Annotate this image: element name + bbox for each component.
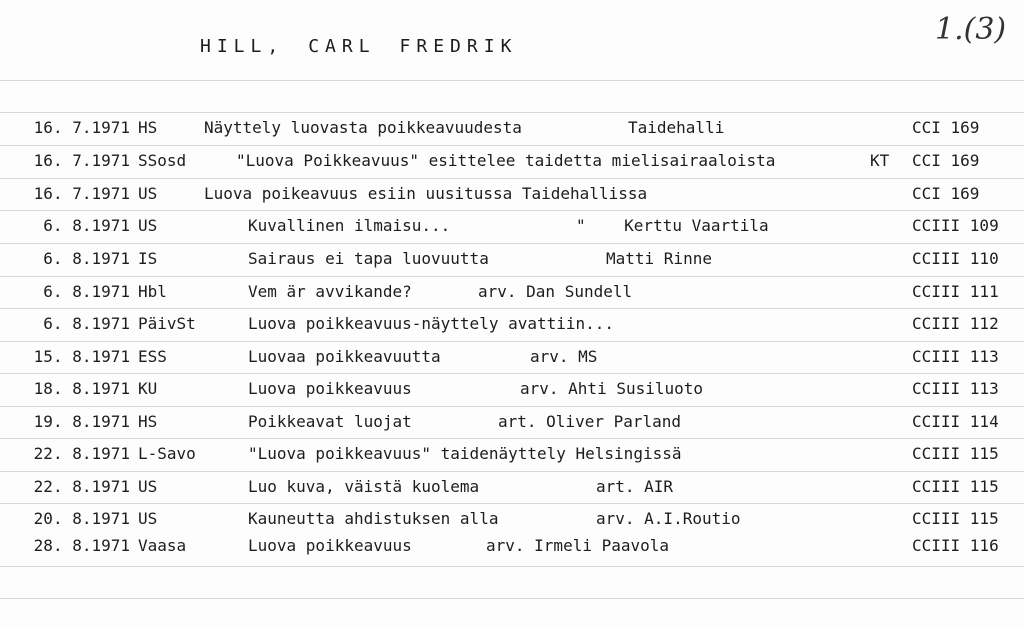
row-paper: US (138, 184, 158, 203)
row-title: Poikkeavat luojat (248, 412, 412, 431)
card-heading (200, 36, 541, 57)
row-divider (0, 598, 1024, 599)
row-date: 16. 7.1971 (33, 151, 130, 170)
row-title: Luova poikkeavuus-näyttely avattiin... (248, 314, 615, 333)
row-paper: IS (138, 249, 158, 268)
row-date: 18. 8.1971 (33, 379, 130, 398)
row-paper: US (138, 477, 158, 496)
row-paper: Hbl (138, 282, 167, 301)
table-row (0, 279, 1024, 305)
row-extra: Taidehalli (628, 118, 725, 137)
header-divider (0, 80, 1024, 81)
table-row (0, 344, 1024, 370)
row-date: 6. 8.1971 (43, 314, 130, 333)
row-title: Luova poikeavuus esiin uusitussa Taidehallissa (204, 184, 648, 203)
row-paper: US (138, 509, 158, 528)
row-title: Luovaa poikkeavuutta (248, 347, 441, 366)
row-title: Sairaus ei tapa luovuutta (248, 249, 489, 268)
row-title: "Luova poikkeavuus" taidenäyttely Helsingissä (248, 444, 682, 463)
row-extra: arv. Ahti Susiluoto (520, 379, 704, 398)
row-title: Luo kuva, väistä kuolema (248, 477, 480, 496)
row-divider (0, 308, 1024, 309)
table-row (0, 213, 1024, 239)
row-divider (0, 503, 1024, 504)
table-row (0, 474, 1024, 500)
row-reference: CCIII 113 (912, 379, 999, 398)
row-paper: PäivSt (138, 314, 196, 333)
table-row (0, 115, 1024, 141)
row-extra: Matti Rinne (606, 249, 712, 268)
row-reference: CCIII 113 (912, 347, 999, 366)
row-reference: CCI 169 (912, 184, 980, 203)
row-paper: L-Savo (138, 444, 196, 463)
row-divider (0, 373, 1024, 374)
row-reference: CCIII 109 (912, 216, 999, 235)
row-extra: arv. Dan Sundell (478, 282, 633, 301)
row-reference: CCI 169 (912, 151, 980, 170)
heading-name-third: FREDRIK (399, 36, 518, 57)
row-paper: ESS (138, 347, 167, 366)
row-paper: SSosd (138, 151, 187, 170)
row-date: 20. 8.1971 (33, 509, 130, 528)
row-divider (0, 341, 1024, 342)
row-reference: CCIII 116 (912, 536, 999, 555)
table-row (0, 246, 1024, 272)
row-title: Kauneutta ahdistuksen alla (248, 509, 499, 528)
row-reference: CCIII 115 (912, 477, 999, 496)
row-extra: KT (870, 151, 890, 170)
row-reference: CCIII 115 (912, 509, 999, 528)
heading-name-second: CARL (308, 36, 376, 57)
row-extra: art. AIR (596, 477, 674, 496)
card-number: 1.(3) (935, 12, 1007, 47)
row-paper: Vaasa (138, 536, 187, 555)
row-title: Kuvallinen ilmaisu... (248, 216, 451, 235)
row-date: 22. 8.1971 (33, 444, 130, 463)
row-date: 16. 7.1971 (33, 118, 130, 137)
table-row (0, 181, 1024, 207)
row-divider (0, 438, 1024, 439)
row-date: 22. 8.1971 (33, 477, 130, 496)
row-extra: arv. Irmeli Paavola (486, 536, 670, 555)
row-divider (0, 566, 1024, 567)
row-reference: CCI 169 (912, 118, 980, 137)
row-divider (0, 145, 1024, 146)
row-reference: CCIII 112 (912, 314, 999, 333)
row-title: Luova poikkeavuus (248, 536, 412, 555)
row-date: 19. 8.1971 (33, 412, 130, 431)
row-reference: CCIII 114 (912, 412, 999, 431)
row-title: Näyttely luovasta poikkeavuudesta (204, 118, 522, 137)
row-divider (0, 210, 1024, 211)
row-extra: " Kerttu Vaartila (576, 216, 769, 235)
heading-name-first: HILL, (200, 36, 285, 57)
table-row (0, 533, 1024, 559)
row-title: "Luova Poikkeavuus" esittelee taidetta mielisairaaloista (236, 151, 776, 170)
row-reference: CCIII 110 (912, 249, 999, 268)
table-row (0, 311, 1024, 337)
row-reference: CCIII 111 (912, 282, 999, 301)
row-divider (0, 406, 1024, 407)
row-divider (0, 243, 1024, 244)
row-paper: HS (138, 412, 158, 431)
row-date: 6. 8.1971 (43, 216, 130, 235)
row-paper: KU (138, 379, 158, 398)
row-extra: arv. MS (530, 347, 598, 366)
row-paper: HS (138, 118, 158, 137)
row-date: 15. 8.1971 (33, 347, 130, 366)
table-row (0, 148, 1024, 174)
row-reference: CCIII 115 (912, 444, 999, 463)
table-row (0, 376, 1024, 402)
row-date: 16. 7.1971 (33, 184, 130, 203)
row-divider (0, 178, 1024, 179)
row-extra: art. Oliver Parland (498, 412, 682, 431)
row-date: 6. 8.1971 (43, 249, 130, 268)
row-divider (0, 112, 1024, 113)
table-row (0, 441, 1024, 467)
row-divider (0, 471, 1024, 472)
row-divider (0, 276, 1024, 277)
table-row (0, 409, 1024, 435)
row-paper: US (138, 216, 158, 235)
row-extra: arv. A.I.Routio (596, 509, 741, 528)
row-title: Luova poikkeavuus (248, 379, 412, 398)
table-row (0, 506, 1024, 532)
row-date: 28. 8.1971 (33, 536, 130, 555)
row-date: 6. 8.1971 (43, 282, 130, 301)
row-title: Vem är avvikande? (248, 282, 412, 301)
